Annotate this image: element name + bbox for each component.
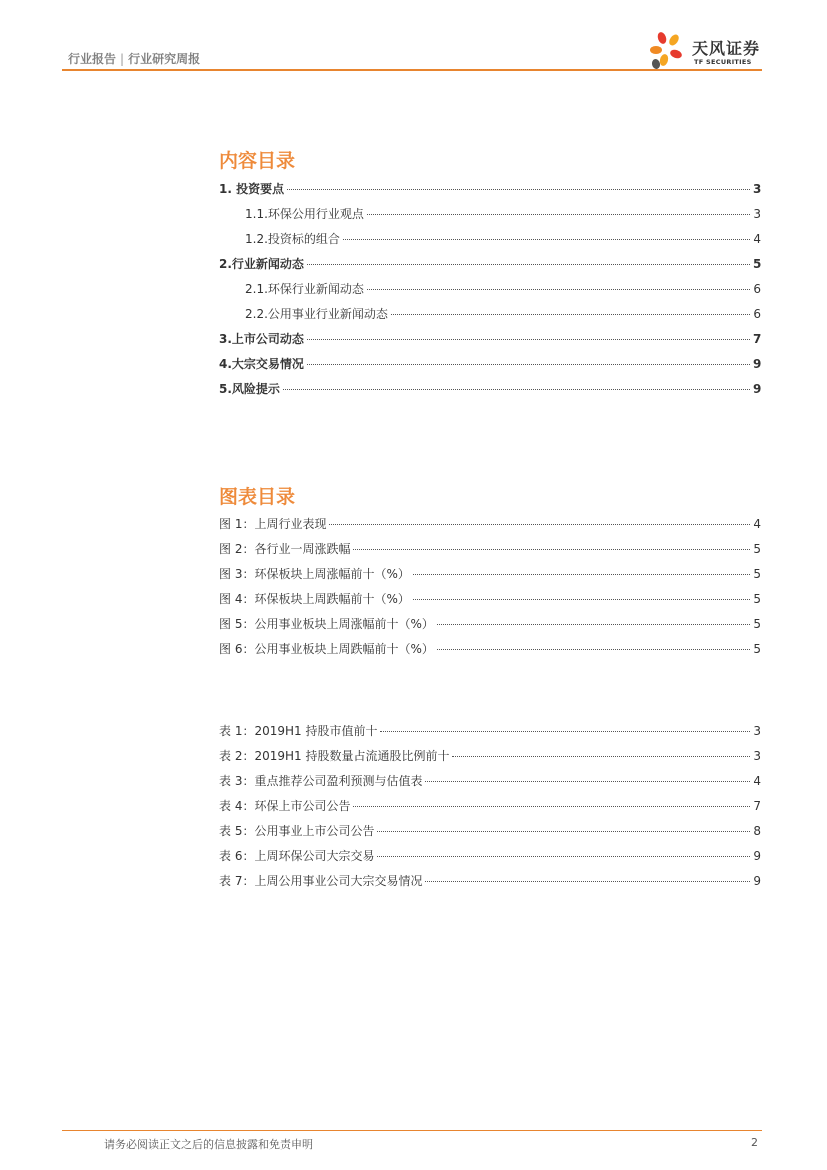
toc-entry[interactable] [219,615,761,640]
toc-entry-page: 9 [753,357,762,371]
toc-entry-label: 表 4：环保上市公司公告 [219,799,351,813]
toc-entry-label: 图 1：上周行业表现 [219,517,327,531]
toc-entry-label: 3.上市公司动态 [219,332,304,346]
toc-entry[interactable] [219,380,761,405]
toc-entry-page: 6 [753,307,761,321]
toc-entry-page: 7 [753,332,762,346]
toc-entry[interactable] [219,515,761,540]
toc-dot-leader [391,314,750,315]
contents-list [219,180,761,405]
tables-list [219,722,761,897]
toc-entry-page: 9 [753,849,761,863]
toc-entry-page: 9 [753,382,762,396]
toc-entry[interactable] [219,280,761,305]
toc-entry-page: 5 [753,257,762,271]
toc-entry[interactable] [219,230,761,255]
toc-dot-leader [377,856,750,857]
page-number: 2 [751,1136,758,1149]
toc-entry[interactable] [219,540,761,565]
toc-entry-page: 3 [753,207,761,221]
toc-dot-leader [343,239,750,240]
header-divider [62,69,762,71]
toc-entry[interactable] [219,330,761,355]
toc-entry-label: 5.风险提示 [219,382,280,396]
brand-name: 天风证券 [692,39,761,58]
toc-entry-page: 6 [753,282,761,296]
toc-dot-leader [367,214,750,215]
toc-entry-page: 5 [753,592,761,606]
toc-dot-leader [425,781,750,782]
toc-entry[interactable] [219,180,761,205]
toc-entry[interactable] [219,640,761,665]
toc-entry-page: 9 [753,874,761,888]
toc-entry-label: 2.2.公用事业行业新闻动态 [245,307,388,321]
toc-entry-page: 3 [753,182,762,196]
toc-dot-leader [307,264,750,265]
toc-entry-label: 图 3：环保板块上周涨幅前十（%） [219,567,410,581]
footer-disclaimer: 请务必阅读正文之后的信息披露和免责申明 [104,1138,313,1151]
toc-entry-label: 1.2.投资标的组合 [245,232,340,246]
toc-dot-leader [413,574,750,575]
toc-entry-label: 表 6：上周环保公司大宗交易 [219,849,375,863]
report-type: 行业报告 [68,52,117,66]
toc-entry[interactable] [219,722,761,747]
toc-entry[interactable] [219,847,761,872]
toc-entry-label: 表 1：2019H1 持股市值前十 [219,724,378,738]
toc-entry[interactable] [219,772,761,797]
report-subtype: 行业研究周报 [128,52,201,66]
toc-entry[interactable] [219,565,761,590]
toc-entry[interactable] [219,355,761,380]
toc-dot-leader [287,189,750,190]
toc-dot-leader [413,599,750,600]
toc-dot-leader [353,549,750,550]
toc-entry-page: 5 [753,617,761,631]
toc-entry-label: 图 6：公用事业板块上周跌幅前十（%） [219,642,434,656]
toc-dot-leader [452,756,750,757]
toc-entry[interactable] [219,590,761,615]
toc-entry-label: 表 3：重点推荐公司盈利预测与估值表 [219,774,423,788]
toc-entry[interactable] [219,822,761,847]
toc-entry-label: 表 5：公用事业上市公司公告 [219,824,375,838]
company-logo [648,30,768,72]
toc-entry-label: 表 2：2019H1 持股数量占流通股比例前十 [219,749,450,763]
toc-entry-label: 2.1.环保行业新闻动态 [245,282,364,296]
toc-dot-leader [329,524,750,525]
toc-entry[interactable] [219,872,761,897]
toc-dot-leader [283,389,750,390]
toc-entry-label: 4.大宗交易情况 [219,357,304,371]
toc-entry-page: 5 [753,567,761,581]
toc-entry-label: 图 4：环保板块上周跌幅前十（%） [219,592,410,606]
flower-logo-icon [648,30,690,72]
toc-entry-page: 7 [753,799,761,813]
footer-divider [62,1130,762,1131]
brand-name-en: TF SECURITIES [694,58,752,66]
toc-entry[interactable] [219,205,761,230]
toc-entry-page: 3 [753,724,761,738]
toc-entry-page: 5 [753,642,761,656]
toc-dot-leader [367,289,750,290]
toc-entry-label: 表 7：上周公用事业公司大宗交易情况 [219,874,423,888]
toc-dot-leader [380,731,750,732]
toc-entry-label: 图 5：公用事业板块上周涨幅前十（%） [219,617,434,631]
toc-entry-label: 1. 投资要点 [219,182,285,196]
toc-dot-leader [307,364,750,365]
toc-dot-leader [425,881,750,882]
toc-entry-page: 4 [753,517,761,531]
toc-entry[interactable] [219,255,761,280]
toc-dot-leader [377,831,750,832]
toc-entry-page: 3 [753,749,761,763]
toc-entry-page: 8 [753,824,761,838]
toc-entry[interactable] [219,747,761,772]
figures-list [219,515,761,665]
toc-entry-label: 2.行业新闻动态 [219,257,304,271]
toc-entry-label: 图 2：各行业一周涨跌幅 [219,542,351,556]
toc-dot-leader [307,339,750,340]
figures-title: 图表目录 [219,486,296,508]
toc-dot-leader [353,806,750,807]
toc-entry[interactable] [219,797,761,822]
report-header [68,50,200,67]
toc-entry-page: 5 [753,542,761,556]
header-separator: | [120,52,125,66]
contents-title: 内容目录 [219,150,296,172]
toc-entry[interactable] [219,305,761,330]
toc-entry-page: 4 [753,232,761,246]
toc-entry-label: 1.1.环保公用行业观点 [245,207,364,221]
toc-entry-page: 4 [753,774,761,788]
toc-dot-leader [437,624,750,625]
toc-dot-leader [437,649,750,650]
